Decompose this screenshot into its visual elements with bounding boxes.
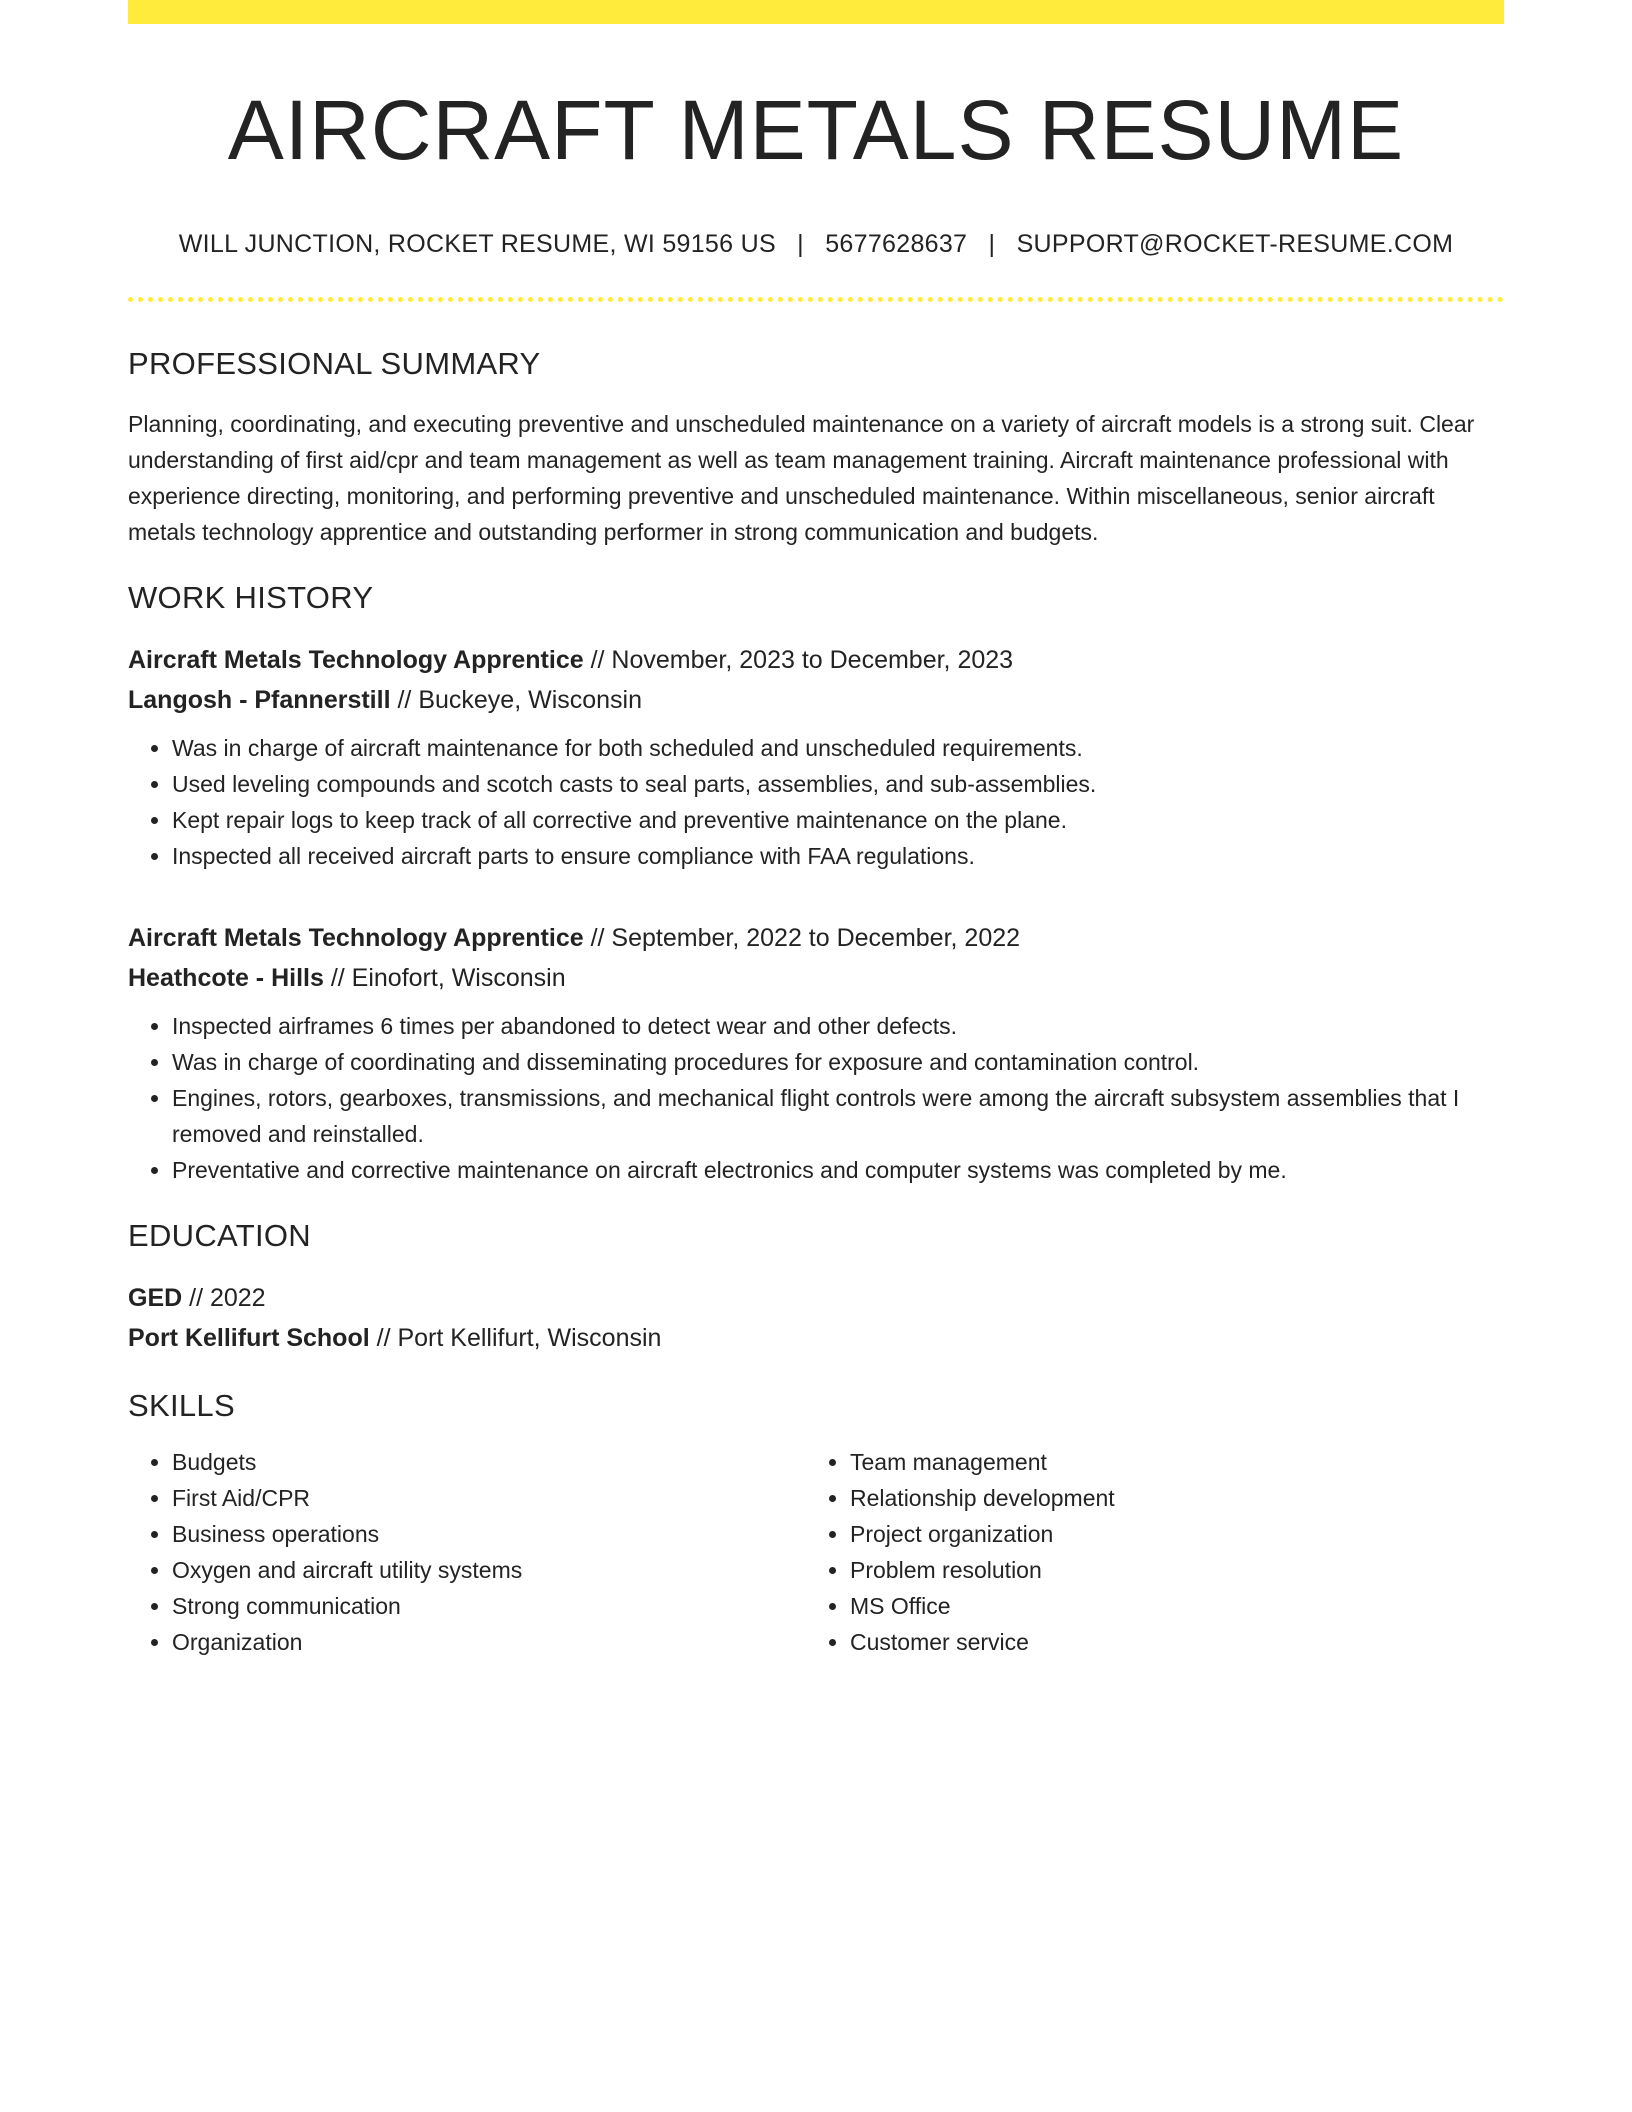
skill-item: • Budgets	[172, 1444, 806, 1480]
job-role: Aircraft Metals Technology Apprentice	[128, 646, 584, 675]
job-bullet: • Engines, rotors, gearboxes, transmissions, and mechanical flight controls were among the aircraft subsystem assemblies that I removed and reinstalled.	[172, 1080, 1504, 1152]
job-company-line	[128, 680, 1504, 720]
job-title-line	[128, 640, 1504, 680]
contact-address: WILL JUNCTION, ROCKET RESUME, WI 59156 US	[178, 230, 776, 259]
contact-email: SUPPORT@ROCKET-RESUME.COM	[1016, 230, 1454, 259]
skills-column-right	[806, 1444, 1484, 1660]
contact-separator: |	[988, 230, 996, 259]
skill-item: • Team management	[850, 1444, 1484, 1480]
skills-grid	[128, 1444, 1504, 1660]
job-bullet: • Inspected all received aircraft parts to ensure compliance with FAA regulations.	[172, 838, 1504, 874]
contact-phone: 5677628637	[825, 230, 968, 259]
job-company: Langosh - Pfannerstill	[128, 686, 391, 715]
job-entry	[128, 918, 1504, 1188]
work-history-heading: WORK HISTORY	[128, 580, 374, 616]
skill-item: • MS Office	[850, 1588, 1484, 1624]
skill-item: • Problem resolution	[850, 1552, 1484, 1588]
education-degree-line	[128, 1278, 1504, 1318]
accent-top-bar	[128, 0, 1504, 24]
skill-item: • First Aid/CPR	[172, 1480, 806, 1516]
job-entry	[128, 640, 1504, 874]
resume-page	[128, 0, 1504, 1660]
summary-text: Planning, coordinating, and executing preventive and unscheduled maintenance on a variety of aircraft models is a strong suit. Clear understanding of first aid/cpr and team management as well as team management training. Aircraft maintenance professional with experience directing, monitoring, and performing preventive and unscheduled maintenance. Within miscellaneous, senior aircraft metals technology apprentice and outstanding performer in strong communication and budgets.	[128, 411, 1475, 546]
skills-column-left	[128, 1444, 806, 1660]
skill-item: • Business operations	[172, 1516, 806, 1552]
job-bullet: • Preventative and corrective maintenance on aircraft electronics and computer systems was completed by me.	[172, 1152, 1504, 1188]
job-company: Heathcote - Hills	[128, 964, 324, 993]
job-bullet: • Used leveling compounds and scotch casts to seal parts, assemblies, and sub-assemblies.	[172, 766, 1504, 802]
job-bullet: • Was in charge of coordinating and disseminating procedures for exposure and contamination control.	[172, 1044, 1504, 1080]
job-dates: // November, 2023 to December, 2023	[583, 646, 1014, 675]
job-location: // Einofort, Wisconsin	[323, 964, 566, 993]
education-entry	[128, 1278, 1504, 1358]
skill-item: • Customer service	[850, 1624, 1484, 1660]
education-degree: GED	[128, 1284, 183, 1313]
job-bullet: • Was in charge of aircraft maintenance for both scheduled and unscheduled requirements.	[172, 730, 1504, 766]
resume-title: AIRCRAFT METALS RESUME	[227, 83, 1405, 177]
job-bullet: • Kept repair logs to keep track of all corrective and preventive maintenance on the plane.	[172, 802, 1504, 838]
job-bullets	[128, 1008, 1504, 1188]
contact-line	[128, 230, 1504, 259]
contact-separator: |	[797, 230, 804, 259]
skill-item: • Strong communication	[172, 1588, 806, 1624]
skill-item: • Project organization	[850, 1516, 1484, 1552]
education-location: // Port Kellifurt, Wisconsin	[369, 1324, 662, 1353]
education-year: // 2022	[182, 1284, 266, 1313]
job-title-line	[128, 918, 1504, 958]
summary-heading: PROFESSIONAL SUMMARY	[128, 346, 541, 382]
skill-item: • Oxygen and aircraft utility systems	[172, 1552, 806, 1588]
job-bullets	[128, 730, 1504, 874]
education-school: Port Kellifurt School	[128, 1324, 370, 1353]
job-company-line	[128, 958, 1504, 998]
dotted-divider	[128, 297, 1504, 302]
skill-item: • Organization	[172, 1624, 806, 1660]
job-location: // Buckeye, Wisconsin	[390, 686, 643, 715]
education-school-line	[128, 1318, 1504, 1358]
skills-heading: SKILLS	[128, 1388, 235, 1424]
education-heading: EDUCATION	[128, 1218, 311, 1254]
skill-item: • Relationship development	[850, 1480, 1484, 1516]
job-bullet: • Inspected airframes 6 times per abandoned to detect wear and other defects.	[172, 1008, 1504, 1044]
job-role: Aircraft Metals Technology Apprentice	[128, 924, 584, 953]
job-dates: // September, 2022 to December, 2022	[583, 924, 1021, 953]
